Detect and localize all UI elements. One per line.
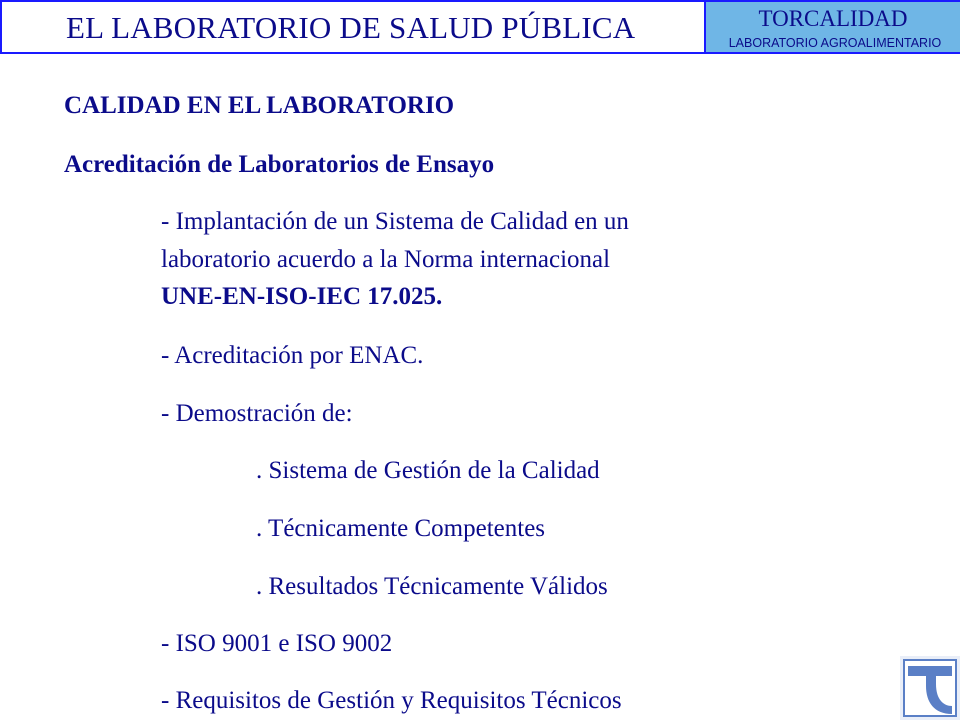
item-2: - Acreditación por ENAC. xyxy=(161,342,424,369)
brand-box xyxy=(706,2,960,52)
header-bar xyxy=(0,0,960,54)
sub-item-2: . Técnicamente Competentes xyxy=(256,515,546,542)
brand-name: TORCALIDAD xyxy=(758,6,908,31)
item-5: - Requisitos de Gestión y Requisitos Técnicos xyxy=(161,687,622,714)
section-heading: CALIDAD EN EL LABORATORIO xyxy=(64,92,455,119)
sub-item-3: . Resultados Técnicamente Válidos xyxy=(256,573,608,600)
item-4: - ISO 9001 e ISO 9002 xyxy=(161,630,393,657)
item-3: - Demostración de: xyxy=(161,400,353,427)
header-title-panel xyxy=(2,2,704,52)
item-1-line-2: laboratorio acuerdo a la Norma internacional xyxy=(161,246,611,273)
item-1-line-1: - Implantación de un Sistema de Calidad en un xyxy=(161,208,629,235)
header-title: EL LABORATORIO DE SALUD PÚBLICA xyxy=(66,10,636,45)
section-subheading: Acreditación de Laboratorios de Ensayo xyxy=(64,151,495,178)
sub-item-1: . Sistema de Gestión de la Calidad xyxy=(256,457,600,484)
brand-subtitle: LABORATORIO AGROALIMENTARIO xyxy=(728,36,942,50)
item-1-line-3: UNE-EN-ISO-IEC 17.025. xyxy=(161,283,443,310)
torcalidad-logo-icon xyxy=(900,656,960,720)
